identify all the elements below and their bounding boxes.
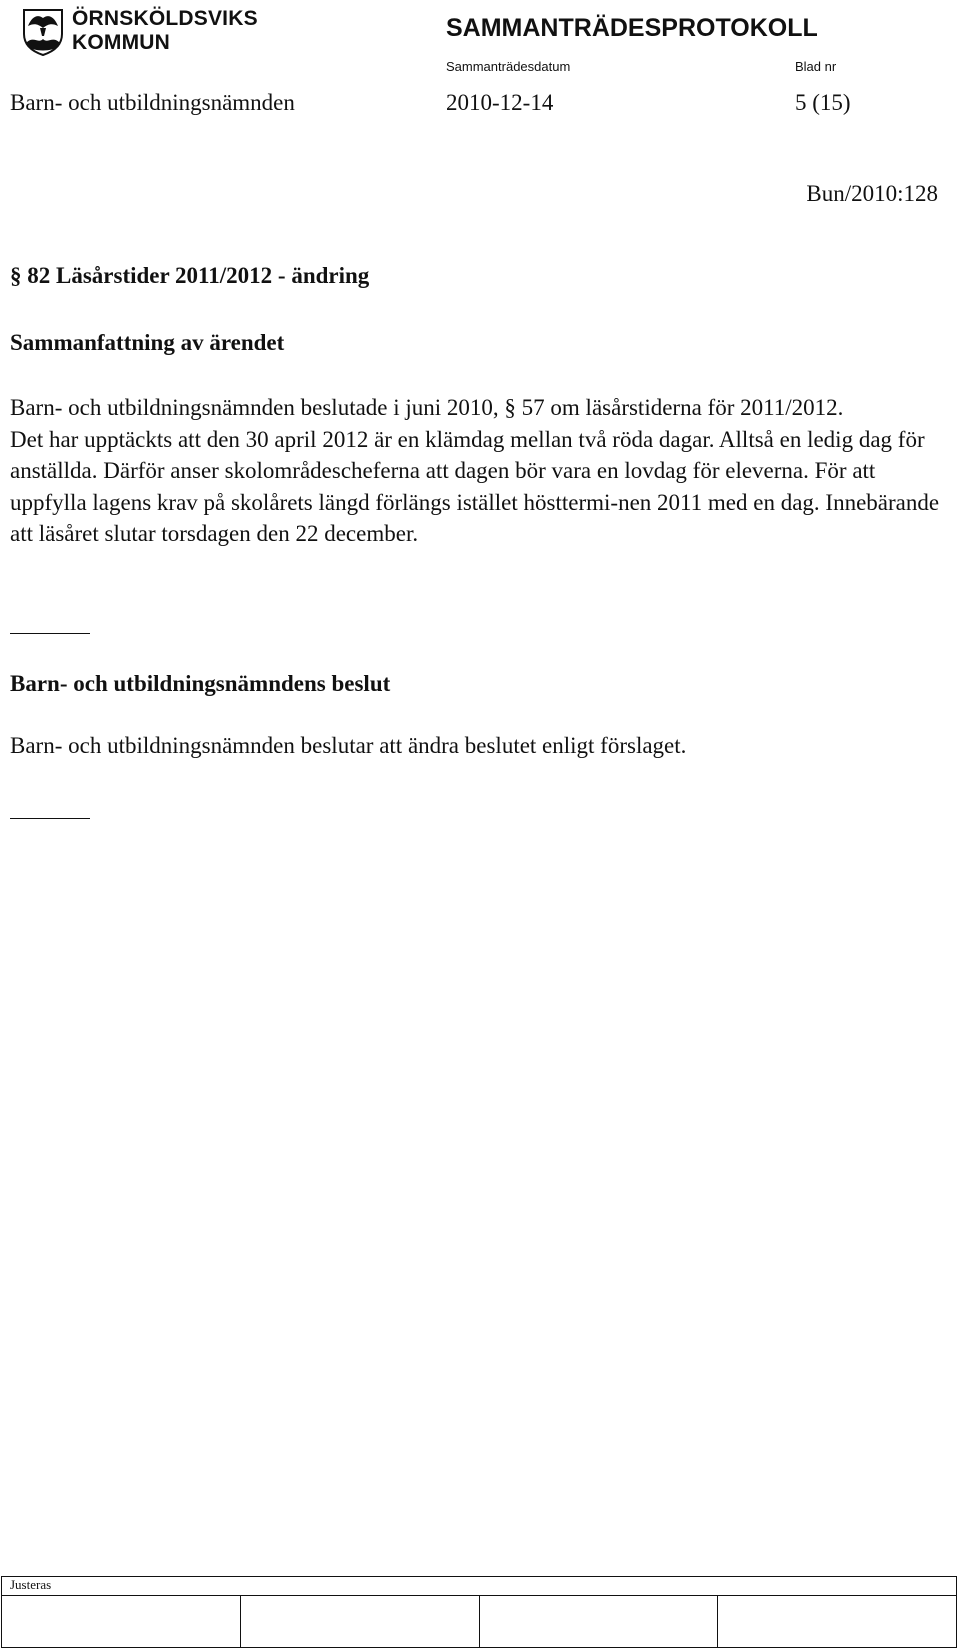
signature-cell <box>241 1596 480 1647</box>
signature-row <box>2 1595 956 1647</box>
signature-cell <box>2 1596 241 1647</box>
page-number-label: Blad nr <box>795 59 837 74</box>
divider <box>10 818 90 819</box>
decision-text: Barn- och utbildningsnämnden beslutar att ändra beslutet enligt förslaget. <box>10 733 687 758</box>
case-number: Bun/2010:128 <box>806 181 938 206</box>
justeras-label: Justeras <box>10 1577 52 1592</box>
signature-cell <box>480 1596 719 1647</box>
page-number: 5 (15) <box>795 90 851 115</box>
logo-text: ÖRNSKÖLDSVIKS KOMMUN <box>72 7 258 54</box>
summary-body <box>10 392 940 550</box>
summary-heading: Sammanfattning av ärendet <box>10 330 285 355</box>
meeting-date: 2010-12-14 <box>446 90 554 115</box>
decision-heading: Barn- och utbildningsnämndens beslut <box>10 671 391 696</box>
municipality-logo <box>18 6 318 56</box>
signature-table <box>1 1576 957 1648</box>
committee-name: Barn- och utbildningsnämnden <box>10 90 295 115</box>
signature-cell <box>718 1596 956 1647</box>
divider <box>10 633 90 634</box>
summary-paragraph: Det har upptäckts att den 30 april 2012 är en klämdag mellan två röda dagar. Alltså en ledig dag för anställda. Därför anser skolområdescheferna att dagen bör vara en lovdag för eleverna. För att uppfylla lagens krav på skolårets längd förlängs istället hösttermi-nen 2011 med en dag. Innebärande att läsåret slutar torsdagen den 22 december. <box>10 426 940 546</box>
summary-paragraph: Barn- och utbildningsnämnden beslutade i juni 2010, § 57 om läsårstiderna för 2011/2012. <box>10 395 844 420</box>
meeting-date-label: Sammanträdesdatum <box>446 59 571 74</box>
section-title: § 82 Läsårstider 2011/2012 - ändring <box>10 263 370 288</box>
document-type: SAMMANTRÄDESPROTOKOLL <box>446 14 818 42</box>
coat-of-arms-icon <box>18 6 68 56</box>
